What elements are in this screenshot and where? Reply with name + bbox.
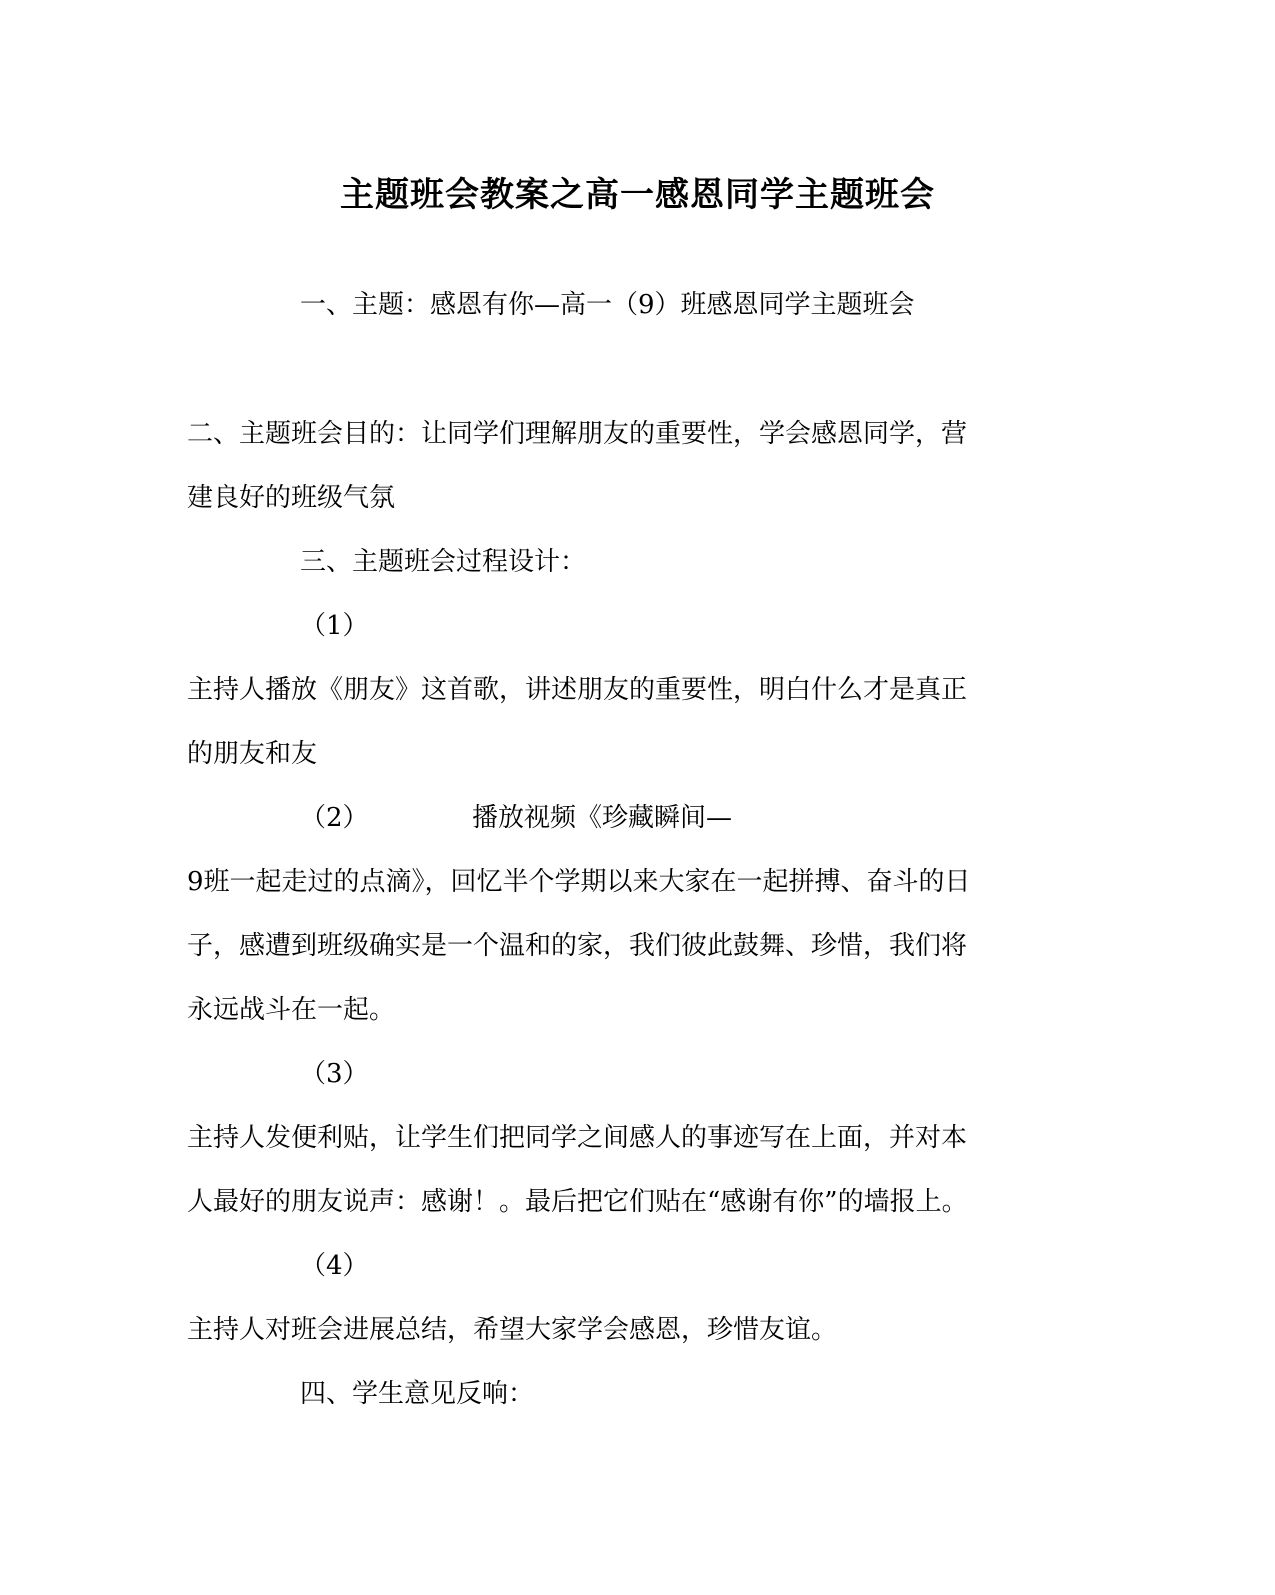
step-2-text: 播放视频《珍藏瞬间— [472,803,733,833]
section-process-heading: 三、主题班会过程设计： [300,547,587,577]
step-4-text: 主持人对班会进展总结，希望大家学会感恩，珍惜友谊。 [187,1315,838,1345]
document-title: 主题班会教案之高一感恩同学主题班会 [340,175,935,215]
section-feedback: 四、学生意见反响： [300,1379,535,1409]
step-3-text: 主持人发便利贴，让学生们把同学之间感人的事迹写在上面，并对本 [187,1123,968,1153]
step-1-text-cont: 的朋友和友 [187,739,318,769]
step-3-number: （3） [300,1059,369,1089]
step-3-text-cont: 人最好的朋友说声：感谢！。最后把它们贴在“感谢有你”的墙报上。 [187,1187,968,1217]
section-theme: 一、主题：感恩有你—高一（9）班感恩同学主题班会 [300,290,915,320]
section-purpose: 二、主题班会目的：让同学们理解朋友的重要性，学会感恩同学，营 [187,419,968,449]
step-1-text: 主持人播放《朋友》这首歌，讲述朋友的重要性，明白什么才是真正 [187,675,968,705]
step-4-number: （4） [300,1251,369,1281]
section-purpose-cont: 建良好的班级气氛 [187,483,396,513]
step-2-text-cont-3: 永远战斗在一起。 [187,995,396,1025]
step-1-number: （1） [300,611,369,641]
step-2-number: （2） [300,803,369,833]
step-2-text-cont-1: 9班一起走过的点滴》，回忆半个学期以来大家在一起拼搏、奋斗的日 [187,867,971,897]
step-2-text-cont-2: 子，感遭到班级确实是一个温和的家，我们彼此鼓舞、珍惜，我们将 [187,931,968,961]
